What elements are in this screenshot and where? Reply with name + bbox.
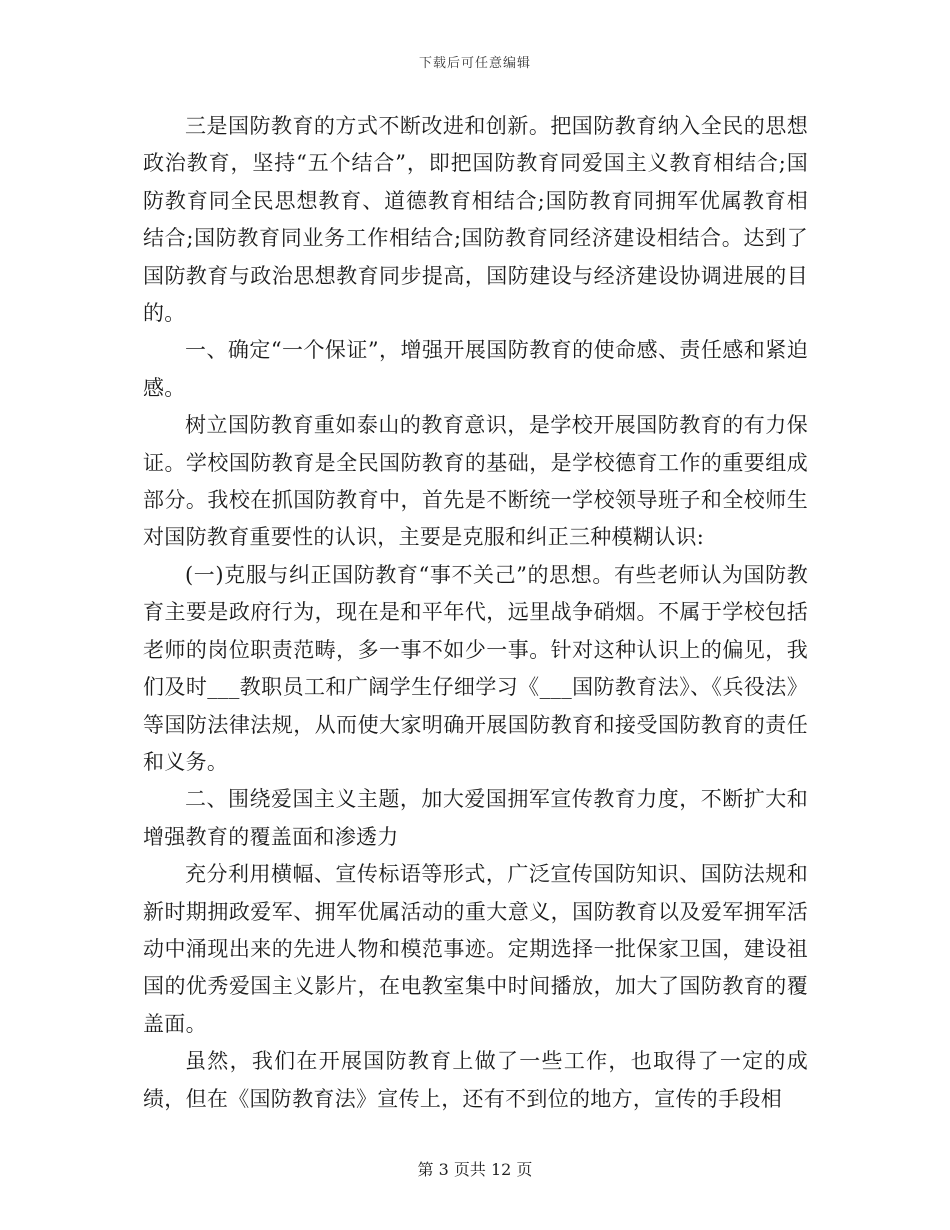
page-footer: 第 3 页共 12 页: [417, 1160, 533, 1179]
paragraph-4: (一)克服与纠正国防教育“事不关己”的思想。有些老师认为国防教育主要是政府行为，现在是和平年代，远里战争硝烟。不属于学校包括老师的岗位职责范畴，多一事不如少一事。针对这种认识上的偏见，我们及时___教职员工和广阔学生仔细学习《___国防教育法》、《兵役法》等国防法律法规，从而使大家明确开展国防教育和接受国防教育的责任和义务。: [143, 562, 808, 774]
paragraph-1: 三是国防教育的方式不断改进和创新。把国防教育纳入全民的思想政治教育，坚持“五个结合”，即把国防教育同爱国主义教育相结合;国防教育同全民思想教育、道德教育相结合;国防教育同拥军优属教育相结合;国防教育同业务工作相结合;国防教育同经济建设相结合。达到了国防教育与政治思想教育同步提高，国防建设与经济建设协调进展的目的。: [143, 114, 808, 326]
paragraph-2-heading: 一、确定“一个保证”，增强开展国防教育的使命感、责任感和紧迫感。: [143, 338, 808, 400]
paragraph-7: 虽然，我们在开展国防教育上做了一些工作，也取得了一定的成绩，但在《国防教育法》宣传上，还有不到位的地方，宣传的手段相: [143, 1049, 808, 1111]
paragraph-6: 充分利用横幅、宣传标语等形式，广泛宣传国防知识、国防法规和新时期拥政爱军、拥军优属活动的重大意义，国防教育以及爱军拥军活动中涌现出来的先进人物和模范事迹。定期选择一批保家卫国，建设祖国的优秀爱国主义影片，在电教室集中时间播放，加大了国防教育的覆盖面。: [143, 862, 808, 1036]
page-header: 下载后可任意编辑: [418, 56, 531, 71]
paragraph-5-heading: 二、围绕爱国主义主题，加大爱国拥军宣传教育力度，不断扩大和增强教育的覆盖面和渗透力: [143, 787, 808, 849]
paragraph-3: 树立国防教育重如泰山的教育意识，是学校开展国防教育的有力保证。学校国防教育是全民国防教育的基础，是学校德育工作的重要组成部分。我校在抓国防教育中，首先是不断统一学校领导班子和全校师生对国防教育重要性的认识，主要是克服和纠正三种模糊认识:: [143, 413, 808, 550]
document-body: [143, 108, 808, 1118]
